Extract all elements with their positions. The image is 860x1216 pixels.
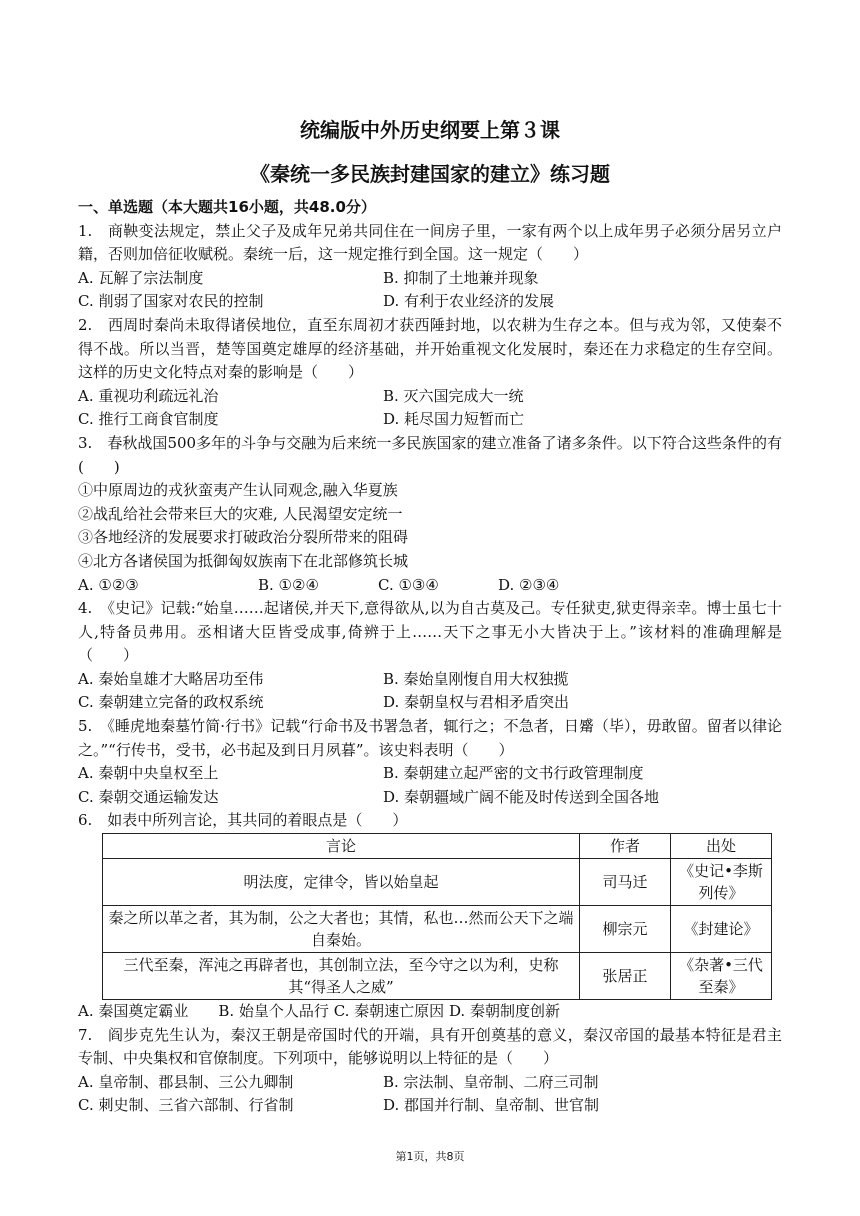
quote-cell: 秦之所以革之者，其为制，公之大者也；其情，私也…然而公天下之端自秦始。	[103, 906, 580, 953]
question-3-item-2: ②战乱给社会带来巨大的灾难, 人民渴望安定统一	[78, 504, 403, 523]
header-quote: 言论	[103, 834, 580, 859]
table-header-row	[103, 834, 772, 859]
author-cell: 柳宗元	[580, 906, 671, 953]
quote-table	[102, 833, 772, 1000]
page-subtitle: 《秦统一多民族封建国家的建立》练习题	[250, 162, 610, 186]
option-b: B. 秦朝建立起严密的文书行政管理制度	[383, 764, 644, 783]
question-5-stem: 5. 《睡虎地秦墓竹简·行书》记载“行命书及书署急者，辄行之；不急者，日觱（毕），毋敢留。留者以律论之。”“行传书，受书，必书起及到日月夙暮”。该史料表明（ ）	[78, 717, 782, 759]
table-row	[103, 906, 772, 953]
option-d: D. 耗尽国力短暂而亡	[383, 410, 525, 429]
table-row	[103, 953, 772, 1000]
option-a: A. 秦朝中央皇权至上	[78, 764, 219, 783]
table-row	[103, 859, 772, 906]
option-a: A. 皇帝制、郡县制、三公九卿制	[78, 1072, 294, 1091]
option-c: C. 刺史制、三省六部制、行省制	[78, 1096, 294, 1115]
question-7-options	[78, 1071, 782, 1118]
option-b: B. 秦始皇刚愎自用大权独揽	[383, 669, 569, 688]
question-1-stem: 1. 商鞅变法规定，禁止父子及成年兄弟共同住在一间房子里，一家有两个以上成年男子必须分居另立户籍，否则加倍征收赋税。秦统一后，这一规定推行到全国。这一规定（ ）	[78, 221, 782, 264]
question-7-stem: 7. 阎步克先生认为，秦汉王朝是帝国时代的开端，具有开创奠基的意义，秦汉帝国的最基本特征是君主专制、中央集权和官僚制度。下列项中，能够说明以上特征的是（ ）	[78, 1025, 782, 1068]
option-d: D. 郡国并行制、皇帝制、世官制	[383, 1096, 600, 1115]
header-source: 出处	[671, 834, 772, 859]
question-4-stem: 4. 《史记》记载:“始皇……起诸侯,并天下,意得欲从,以为自古莫及己。专任狱吏,狱吏得亲幸。博士虽七十人,特备员弗用。丞相诸大臣皆受成事,倚辨于上……天下之事无小大皆决于上。”该材料的准确理解是（ ）	[78, 599, 782, 665]
option-c: C. 秦朝建立完备的政权系统	[78, 693, 264, 712]
source-cell: 《杂著•三代至秦》	[671, 953, 772, 1000]
option-b: B. 灭六国完成大一统	[383, 386, 524, 405]
option-c: C. 秦朝交通运输发达	[78, 787, 219, 806]
question-2-options	[78, 385, 782, 432]
option-a: A. ①②③	[78, 575, 139, 594]
source-cell: 《封建论》	[671, 906, 772, 953]
option-a: A. 瓦解了宗法制度	[78, 268, 204, 287]
question-3-stem: 3. 春秋战国500多年的斗争与交融为后来统一多民族国家的建立准备了诸多条件。以下符合这些条件的有( )	[78, 433, 782, 476]
author-cell: 司马迁	[580, 859, 671, 906]
header-author: 作者	[580, 834, 671, 859]
section-heading: 一、单选题（本大题共16小题，共48.0分）	[78, 198, 376, 216]
question-list	[78, 196, 782, 1118]
question-3-item-4: ④北方各诸侯国为抵御匈奴族南下在北部修筑长城	[78, 551, 409, 570]
option-a: A. 重视功利疏远礼治	[78, 386, 219, 405]
option-b: B. 抑制了土地兼并现象	[383, 268, 539, 287]
question-4-options	[78, 668, 782, 715]
question-5-options	[78, 762, 782, 809]
question-6-stem: 6. 如表中所列言论，其共同的着眼点是（ ）	[78, 811, 408, 830]
question-3-options	[78, 574, 782, 598]
quote-cell: 三代至秦，浑沌之再辟者也，其创制立法，至今守之以为利，史称其“得圣人之威”	[103, 953, 580, 1000]
page-title: 统编版中外历史纲要上第３课	[300, 118, 560, 142]
question-1-options	[78, 267, 782, 314]
source-cell: 《史记•李斯列传》	[671, 859, 772, 906]
question-3-item-1: ①中原周边的戎狄蛮夷产生认同观念,融入华夏族	[78, 481, 398, 500]
option-c: C. 推行工商食官制度	[78, 410, 219, 429]
author-cell: 张居正	[580, 953, 671, 1000]
quote-cell: 明法度，定律令，皆以始皇起	[103, 859, 580, 906]
option-c: C. 削弱了国家对农民的控制	[78, 292, 264, 311]
option-d: D. 秦朝皇权与君相矛盾突出	[383, 693, 570, 712]
page-footer: 第1页，共8页	[395, 1150, 465, 1163]
option-d: D. 秦朝疆域广阔不能及时传送到全国各地	[383, 787, 660, 806]
question-2-stem: 2. 西周时秦尚未取得诸侯地位，直至东周初才获西陲封地，以农耕为生存之本。但与戎为邻，又使秦不得不战。所以当晋，楚等国奠定雄厚的经济基础，并开始重视文化发展时，秦还在力求稳定的生存空间。这样的历史文化特点对秦的影响是（ ）	[78, 315, 782, 382]
option-b: B. ①②④	[258, 575, 319, 594]
option-b: B. 宗法制、皇帝制、二府三司制	[383, 1072, 599, 1091]
question-3-item-3: ③各地经济的发展要求打破政治分裂所带来的阻碍	[78, 528, 409, 547]
option-d: D. 有利于农业经济的发展	[383, 292, 555, 311]
option-d: D. ②③④	[498, 575, 560, 594]
question-6-options: A. 秦国奠定霸业 B. 始皇个人品行 C. 秦朝速亡原因 D. 秦朝制度创新	[78, 1002, 560, 1021]
option-c: C. ①③④	[378, 575, 439, 594]
option-a: A. 秦始皇雄才大略居功至伟	[78, 669, 264, 688]
